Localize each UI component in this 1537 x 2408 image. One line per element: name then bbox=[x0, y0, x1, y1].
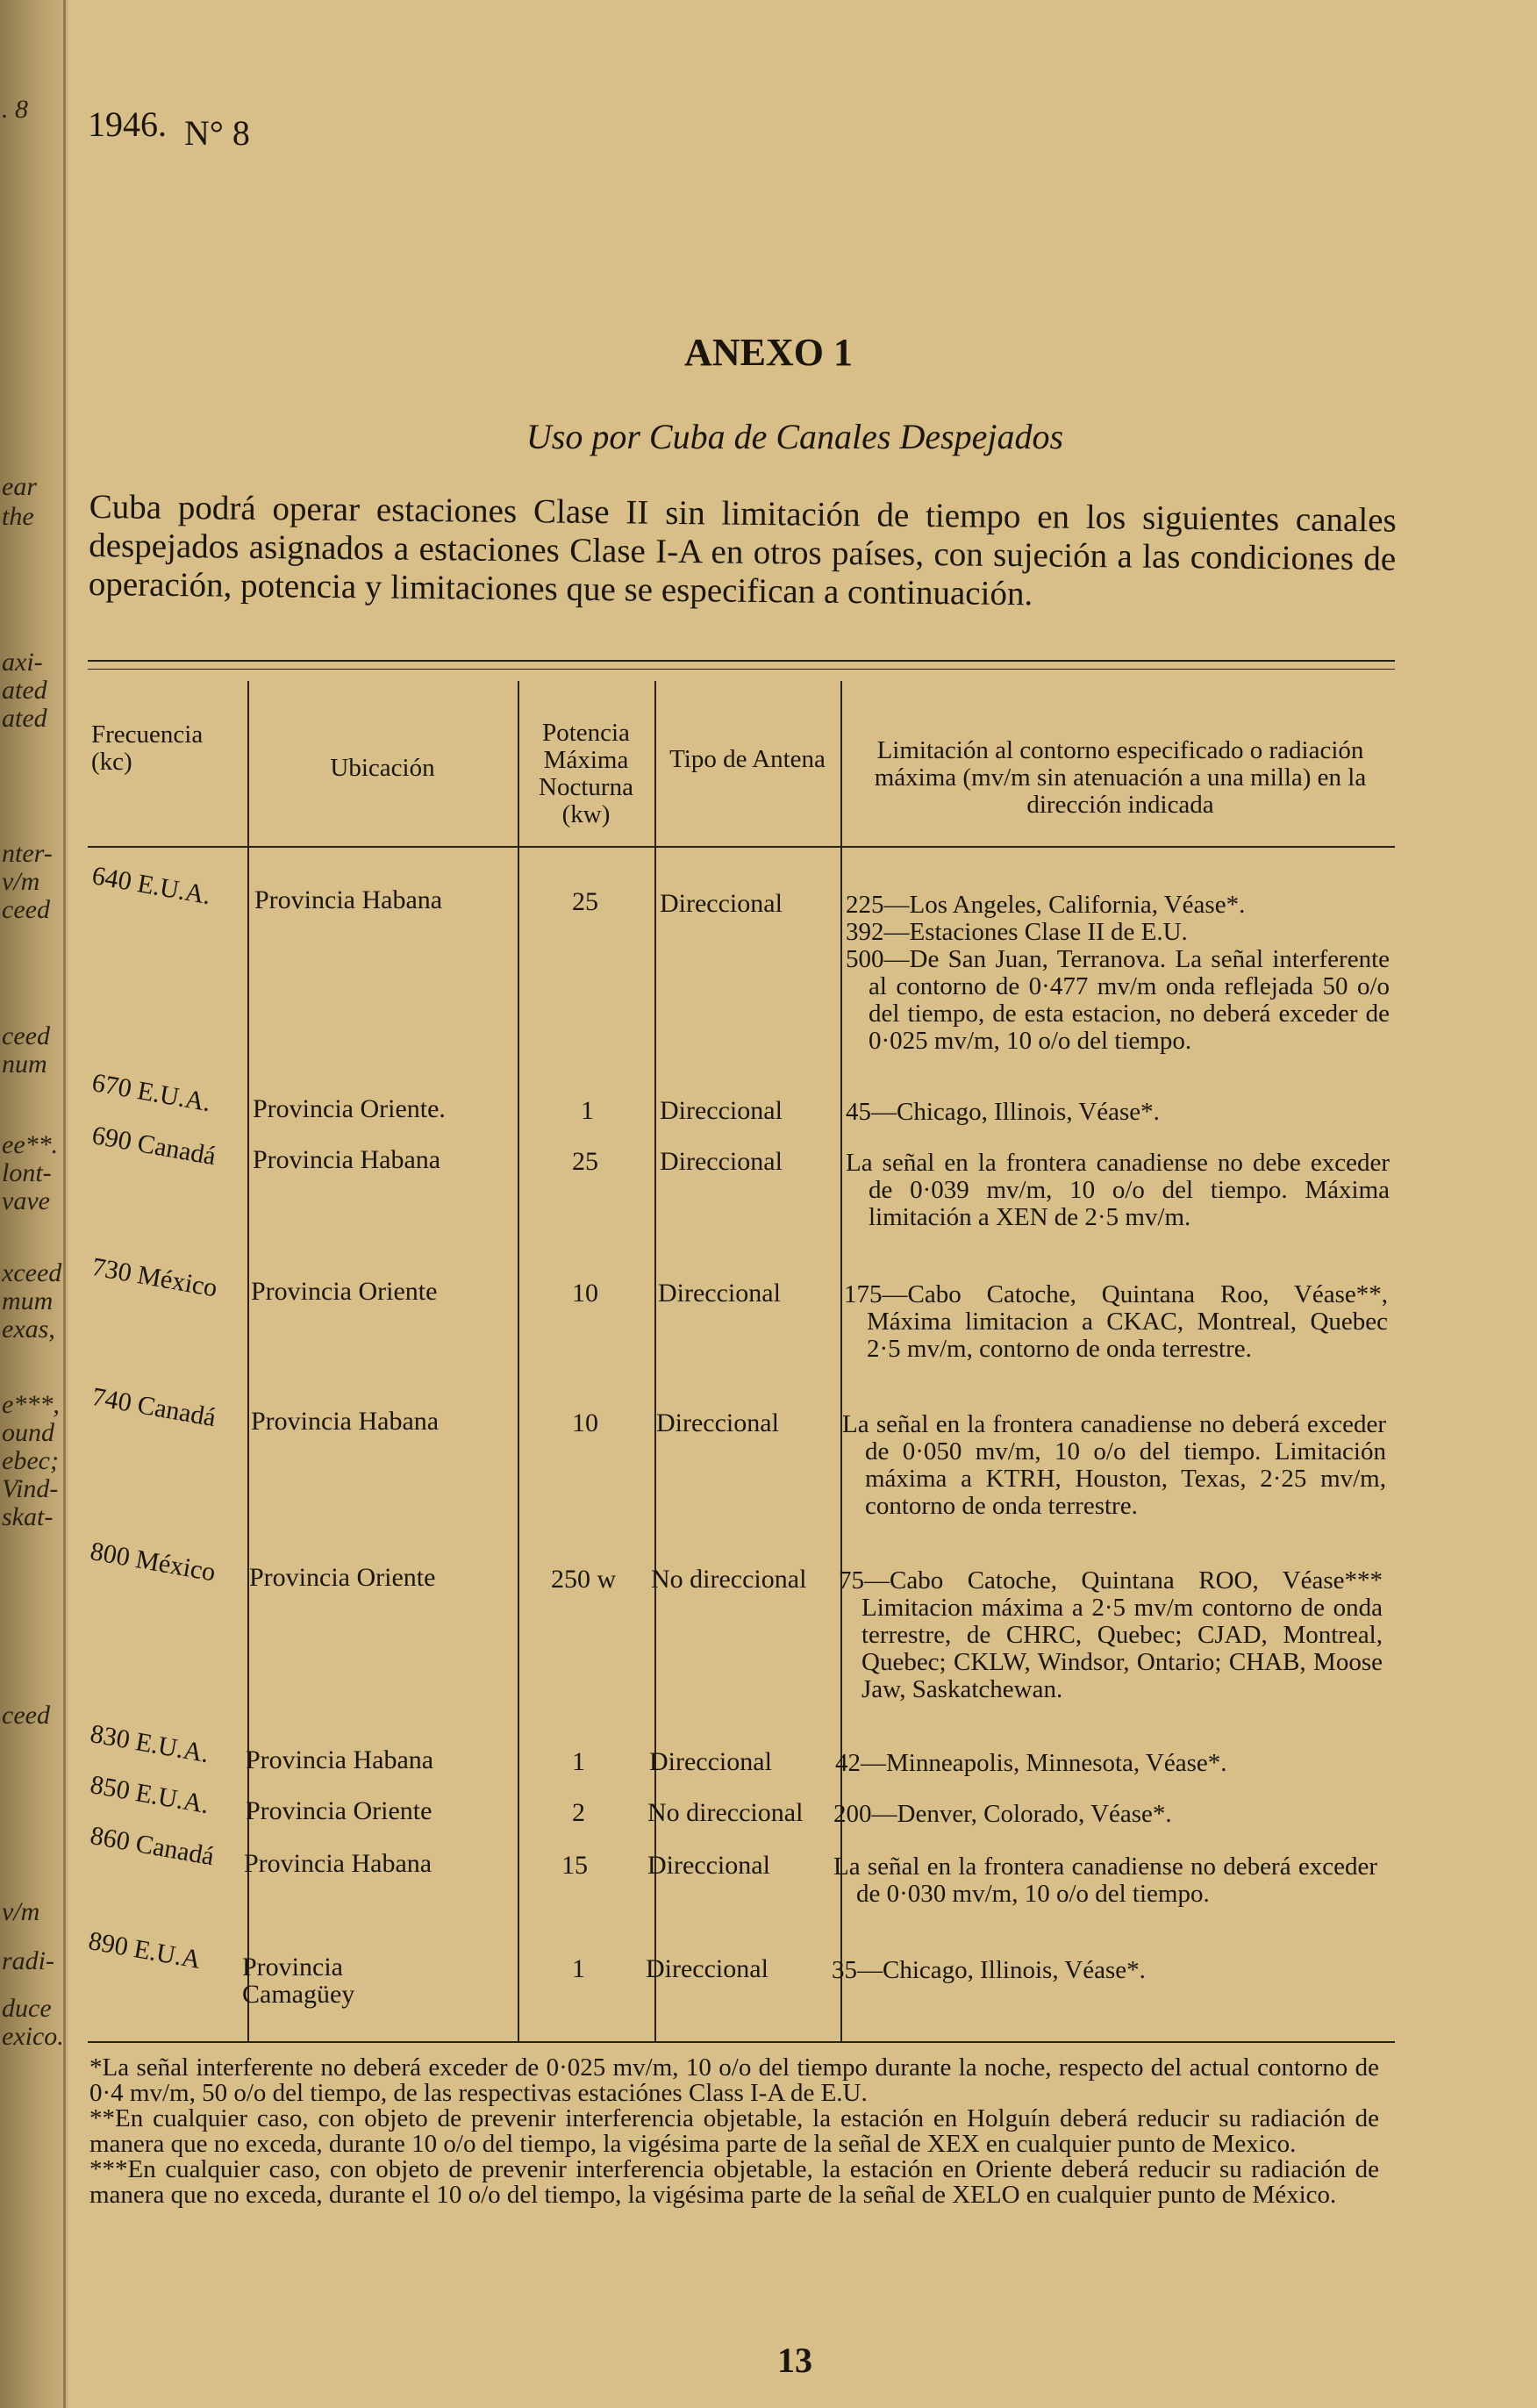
row-limitation: 75—Cabo Catoche, Quintana ROO, Véase*** Limitacion máxima a 2·5 mv/m contorno de onda terrestre, de CHRC, Quebec; CJAD, Montreal, Quebec; CKLW, Windsor, Ontario; CHAB, Moose Jaw, Saskatchewan. bbox=[839, 1566, 1383, 1703]
footnote-3: ***En cualquier caso, con objeto de prevenir interferencia objetable, la estación en Oriente deberá reducir su radiación de manera que no exceda, durante el 10 o/o del tiempo, la vigésima parte de la señal de XELO en cualquier punto de México. bbox=[89, 2155, 1379, 2209]
row-limitation: La señal en la frontera canadiense no deberá exceder de 0·050 mv/m, 10 o/o del tiempo. Limitación máxima a KTRH, Houston, Texas, 2·25 mv/m, contorno de onda terrestre. bbox=[842, 1410, 1386, 1520]
margin-bleed: the bbox=[2, 504, 34, 530]
row-power: 1 bbox=[572, 1747, 585, 1776]
row-power: 1 bbox=[572, 1954, 585, 1983]
row-location: Provincia Habana bbox=[253, 1145, 441, 1174]
row-limitation: 35—Chicago, Illinois, Véase*. bbox=[832, 1956, 1146, 1984]
row-limitation: 225—Los Angeles, California, Véase*. 392—Estaciones Clase II de E.U. 500—De San Juan, Terranova. La señal interferente al contorno de 0·477 mv/m onda reflejada 50 o/o del tiempo, de esta estacion, no deberá exceder de 0·025 mv/m, 10 o/o del tiempo. bbox=[846, 891, 1390, 1055]
page-title: ANEXO 1 bbox=[684, 331, 853, 374]
margin-bleed: Vind- bbox=[2, 1476, 59, 1502]
row-power: 250 w bbox=[551, 1565, 617, 1594]
margin-bleed: ceed bbox=[2, 897, 50, 923]
header-bottom-rule bbox=[88, 846, 1395, 848]
margin-bleed: num bbox=[2, 1051, 47, 1078]
margin-bleed: ceed bbox=[2, 1702, 50, 1729]
margin-bleed: ated bbox=[2, 706, 47, 732]
margin-bleed: e***, bbox=[2, 1392, 60, 1418]
intro-paragraph: Cuba podrá operar estaciones Clase II sin limitación de tiempo en los siguientes canales despejados asignados a estaciones Clase I-A en otros países, con sujeción a las condiciones de operación, potencia y limitaciones que se especifican a continuación. bbox=[88, 488, 1397, 613]
column-divider bbox=[247, 681, 249, 2041]
margin-bleed: duce bbox=[2, 1996, 52, 2022]
row-frequency: 690 Canadá bbox=[89, 1121, 218, 1172]
row-power: 1 bbox=[581, 1096, 594, 1125]
row-frequency: 830 E.U.A. bbox=[88, 1719, 211, 1769]
margin-bleed: v/m bbox=[2, 1899, 40, 1925]
page-subtitle: Uso por Cuba de Canales Despejados bbox=[525, 417, 1064, 456]
margin-bleed: ee**. bbox=[2, 1132, 59, 1158]
row-location: Provincia Oriente. bbox=[253, 1094, 446, 1123]
margin-bleed: v/m bbox=[2, 869, 40, 895]
row-frequency: 740 Canadá bbox=[89, 1382, 218, 1433]
margin-bleed: mum bbox=[2, 1288, 54, 1315]
row-frequency: 640 E.U.A. bbox=[89, 861, 213, 911]
margin-bleed: ebec; bbox=[2, 1448, 59, 1474]
margin-bleed: ear bbox=[2, 474, 37, 500]
margin-bleed: ated bbox=[2, 677, 47, 704]
row-frequency: 850 E.U.A. bbox=[88, 1770, 211, 1820]
margin-bleed: ound bbox=[2, 1420, 54, 1446]
margin-bleed: nter- bbox=[2, 841, 53, 867]
row-frequency: 860 Canadá bbox=[88, 1821, 217, 1872]
row-antenna: Direccional bbox=[647, 1851, 770, 1880]
header-antenna: Tipo de Antena bbox=[669, 745, 826, 773]
margin-bleed: axi- bbox=[2, 649, 43, 676]
margin-bleed: ceed bbox=[2, 1023, 50, 1050]
footnotes bbox=[89, 2055, 1379, 2208]
row-antenna: Direccional bbox=[660, 1147, 783, 1176]
table-bottom-rule bbox=[88, 2041, 1395, 2043]
row-frequency: 730 México bbox=[89, 1252, 220, 1303]
row-location: Provincia Oriente bbox=[246, 1796, 433, 1825]
margin-bleed: lont- bbox=[2, 1160, 52, 1186]
row-location: Provincia Camagüey bbox=[242, 1953, 355, 2009]
row-location: Provincia Habana bbox=[244, 1849, 433, 1878]
header-power: Potencia Máxima Nocturna (kw) bbox=[539, 719, 633, 828]
row-power: 10 bbox=[572, 1279, 598, 1308]
header-limitation: Limitación al contorno especificado o radiación máxima (mv/m sin atenuación a una milla) en la dirección indicada bbox=[874, 736, 1367, 819]
row-frequency: 800 México bbox=[88, 1537, 218, 1587]
row-power: 25 bbox=[572, 887, 598, 916]
row-antenna: No direccional bbox=[647, 1798, 804, 1827]
row-limitation: 42—Minneapolis, Minnesota, Véase*. bbox=[835, 1749, 1227, 1777]
row-limitation: 45—Chicago, Illinois, Véase*. bbox=[846, 1098, 1160, 1126]
column-divider bbox=[518, 681, 519, 2041]
margin-bleed: xceed bbox=[2, 1260, 62, 1286]
header-issue-number: N° 8 bbox=[184, 113, 250, 153]
page-number: 13 bbox=[777, 2340, 812, 2380]
margin-bleed: vave bbox=[2, 1188, 50, 1215]
row-limitation: La señal en la frontera canadiense no deberá exceder de 0·030 mv/m, 10 o/o del tiempo. bbox=[833, 1853, 1377, 1908]
column-divider bbox=[840, 681, 842, 2041]
margin-bleed: exico. bbox=[2, 2024, 64, 2050]
row-antenna: Direccional bbox=[656, 1408, 779, 1437]
row-antenna: Direccional bbox=[660, 1096, 783, 1125]
row-antenna: Direccional bbox=[649, 1747, 772, 1776]
row-limitation: 200—Denver, Colorado, Véase*. bbox=[833, 1800, 1172, 1828]
margin-bleed: radi- bbox=[2, 1948, 54, 1974]
header-year: 1946. bbox=[88, 104, 167, 144]
row-location: Provincia Habana bbox=[251, 1407, 440, 1436]
margin-bleed: . 8 bbox=[2, 97, 28, 123]
header-location: Ubicación bbox=[330, 754, 435, 782]
row-location: Provincia Habana bbox=[246, 1745, 434, 1774]
footnote-1: *La señal interferente no deberá exceder de 0·025 mv/m, 10 o/o del tiempo durante la noche, respecto del actual contorno de 0·4 mv/m, 50 o/o del tiempo, de las respectivas estaciónes Class I-A de E.U. bbox=[89, 2053, 1379, 2107]
row-power: 2 bbox=[572, 1798, 585, 1827]
header-frequency: Frecuencia (kc) bbox=[91, 720, 204, 776]
margin-bleed: exas, bbox=[2, 1316, 55, 1343]
row-location: Provincia Oriente bbox=[251, 1277, 438, 1306]
row-limitation: 175—Cabo Catoche, Quintana Roo, Véase**, Máxima limitacion a CKAC, Montreal, Quebec 2·5 mv/m, contorno de onda terrestre. bbox=[844, 1280, 1388, 1363]
row-antenna: Direccional bbox=[658, 1279, 781, 1308]
table-top-rule bbox=[88, 660, 1395, 662]
row-location: Provincia Habana bbox=[254, 885, 443, 914]
row-frequency: 890 E.U.A bbox=[86, 1926, 204, 1974]
row-location: Provincia Oriente bbox=[249, 1563, 436, 1592]
row-antenna: Direccional bbox=[646, 1954, 768, 1983]
margin-bleed: skat- bbox=[2, 1504, 54, 1530]
row-antenna: Direccional bbox=[660, 889, 783, 918]
column-divider bbox=[654, 681, 656, 2041]
row-power: 10 bbox=[572, 1408, 598, 1437]
row-power: 15 bbox=[561, 1851, 588, 1880]
table-top-rule bbox=[88, 669, 1395, 670]
row-frequency: 670 E.U.A. bbox=[89, 1068, 213, 1118]
row-limitation: La señal en la frontera canadiense no debe exceder de 0·039 mv/m, 10 o/o del tiempo. Máxima limitación a XEN de 2·5 mv/m. bbox=[846, 1149, 1390, 1231]
footnote-2: **En cualquier caso, con objeto de prevenir interferencia objetable, la estación en Holguín deberá reducir su radiación de manera que no exceda, durante 10 o/o del tiempo, la vigésima parte de la señal de XEX en cualquier punto de Mexico. bbox=[89, 2104, 1379, 2158]
row-power: 25 bbox=[572, 1147, 598, 1176]
row-antenna: No direccional bbox=[651, 1565, 807, 1594]
